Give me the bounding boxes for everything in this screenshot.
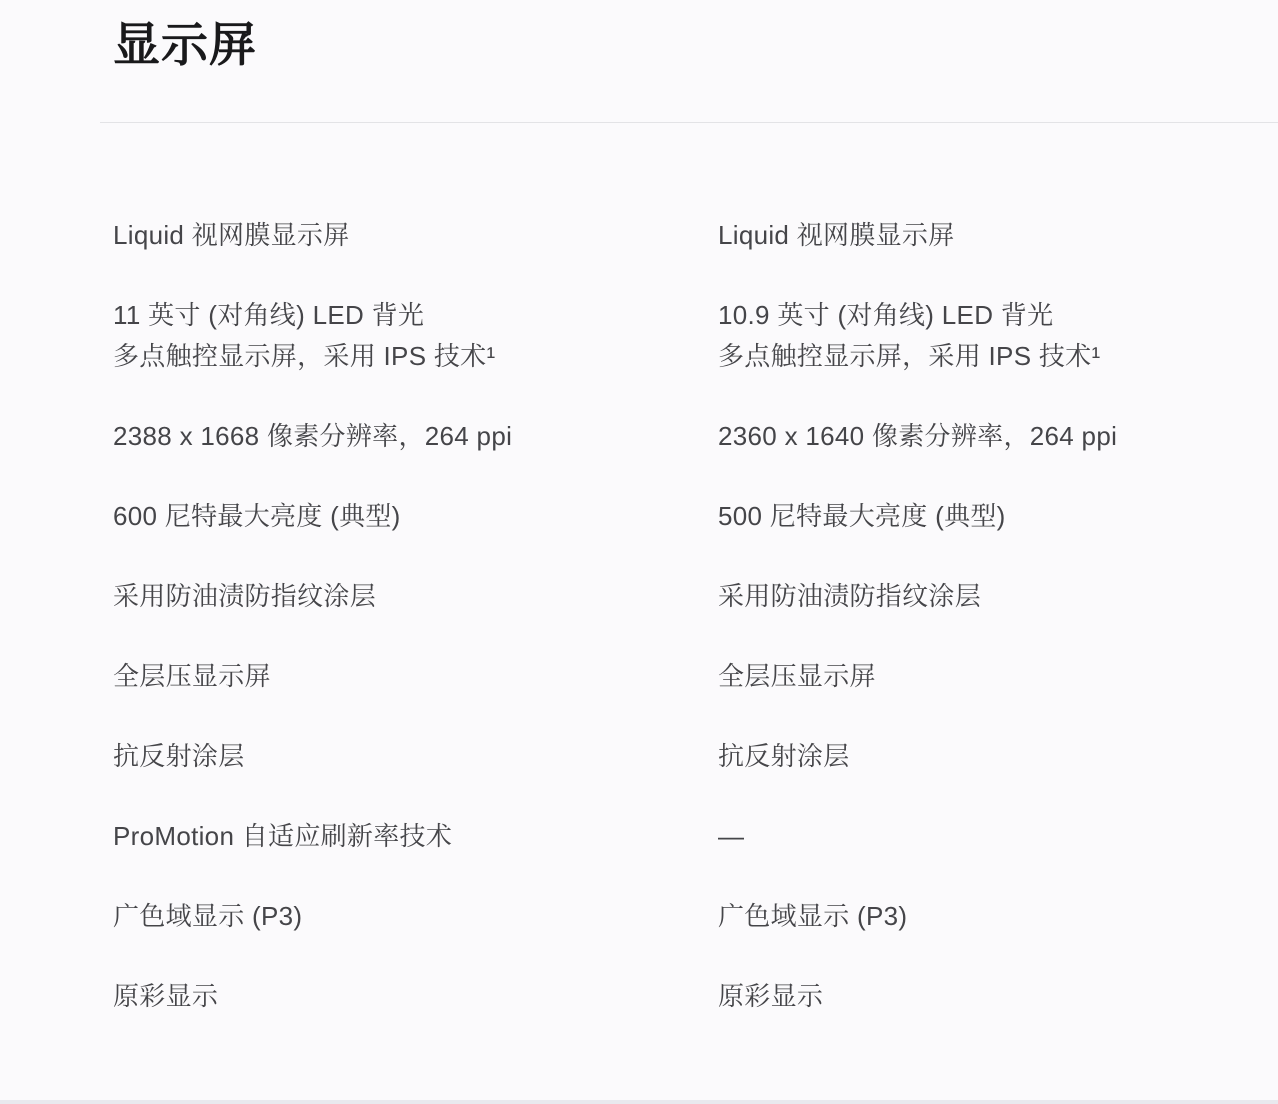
- section-header: [0, 0, 1278, 70]
- bottom-section-divider: [0, 1100, 1278, 1104]
- spec-row: [113, 576, 1238, 617]
- spec-cell-left: Liquid 视网膜显示屏: [113, 220, 350, 250]
- section-divider: [100, 122, 1278, 123]
- spec-line: 11 英寸 (对角线) LED 背光: [113, 300, 425, 330]
- spec-cell-right: Liquid 视网膜显示屏: [718, 220, 955, 250]
- spec-cell-left: ProMotion 自适应刷新率技术: [113, 821, 453, 851]
- spec-cell-left: 600 尼特最大亮度 (典型): [113, 501, 401, 531]
- page-title: 显示屏: [113, 18, 257, 71]
- spec-row: [113, 656, 1238, 697]
- spec-row: [113, 736, 1238, 777]
- spec-row: [113, 896, 1238, 937]
- spec-cell-left: 2388 x 1668 像素分辨率，264 ppi: [113, 421, 513, 451]
- spec-cell-right: 抗反射涂层: [718, 741, 850, 771]
- spec-cell-right: 原彩显示: [718, 981, 824, 1011]
- spec-line: 10.9 英寸 (对角线) LED 背光: [718, 300, 1054, 330]
- spec-cell-right: 全层压显示屏: [718, 661, 876, 691]
- spec-cell-right: 2360 x 1640 像素分辨率，264 ppi: [718, 421, 1118, 451]
- spec-cell-right: 500 尼特最大亮度 (典型): [718, 501, 1006, 531]
- spec-cell-left: 采用防油渍防指纹涂层: [113, 581, 377, 611]
- spec-row: [113, 816, 1238, 857]
- spec-cell-left: [113, 295, 718, 377]
- spec-cell-right: [718, 295, 1238, 377]
- spec-cell-left: 广色域显示 (P3): [113, 901, 303, 931]
- spec-row: [113, 215, 1238, 256]
- spec-row: [113, 976, 1238, 1017]
- spec-line: 多点触控显示屏，采用 IPS 技术¹: [718, 341, 1101, 371]
- spec-cell-right spec-dash: —: [718, 821, 745, 851]
- spec-row: [113, 496, 1238, 537]
- spec-cell-left: 抗反射涂层: [113, 741, 245, 771]
- spec-cell-right: 采用防油渍防指纹涂层: [718, 581, 982, 611]
- spec-cell-right: 广色域显示 (P3): [718, 901, 908, 931]
- spec-row: [113, 416, 1238, 457]
- spec-comparison-table: [0, 215, 1278, 1017]
- spec-row: [113, 295, 1238, 377]
- spec-cell-left: 原彩显示: [113, 981, 219, 1011]
- spec-cell-left: 全层压显示屏: [113, 661, 271, 691]
- spec-line: 多点触控显示屏，采用 IPS 技术¹: [113, 341, 496, 371]
